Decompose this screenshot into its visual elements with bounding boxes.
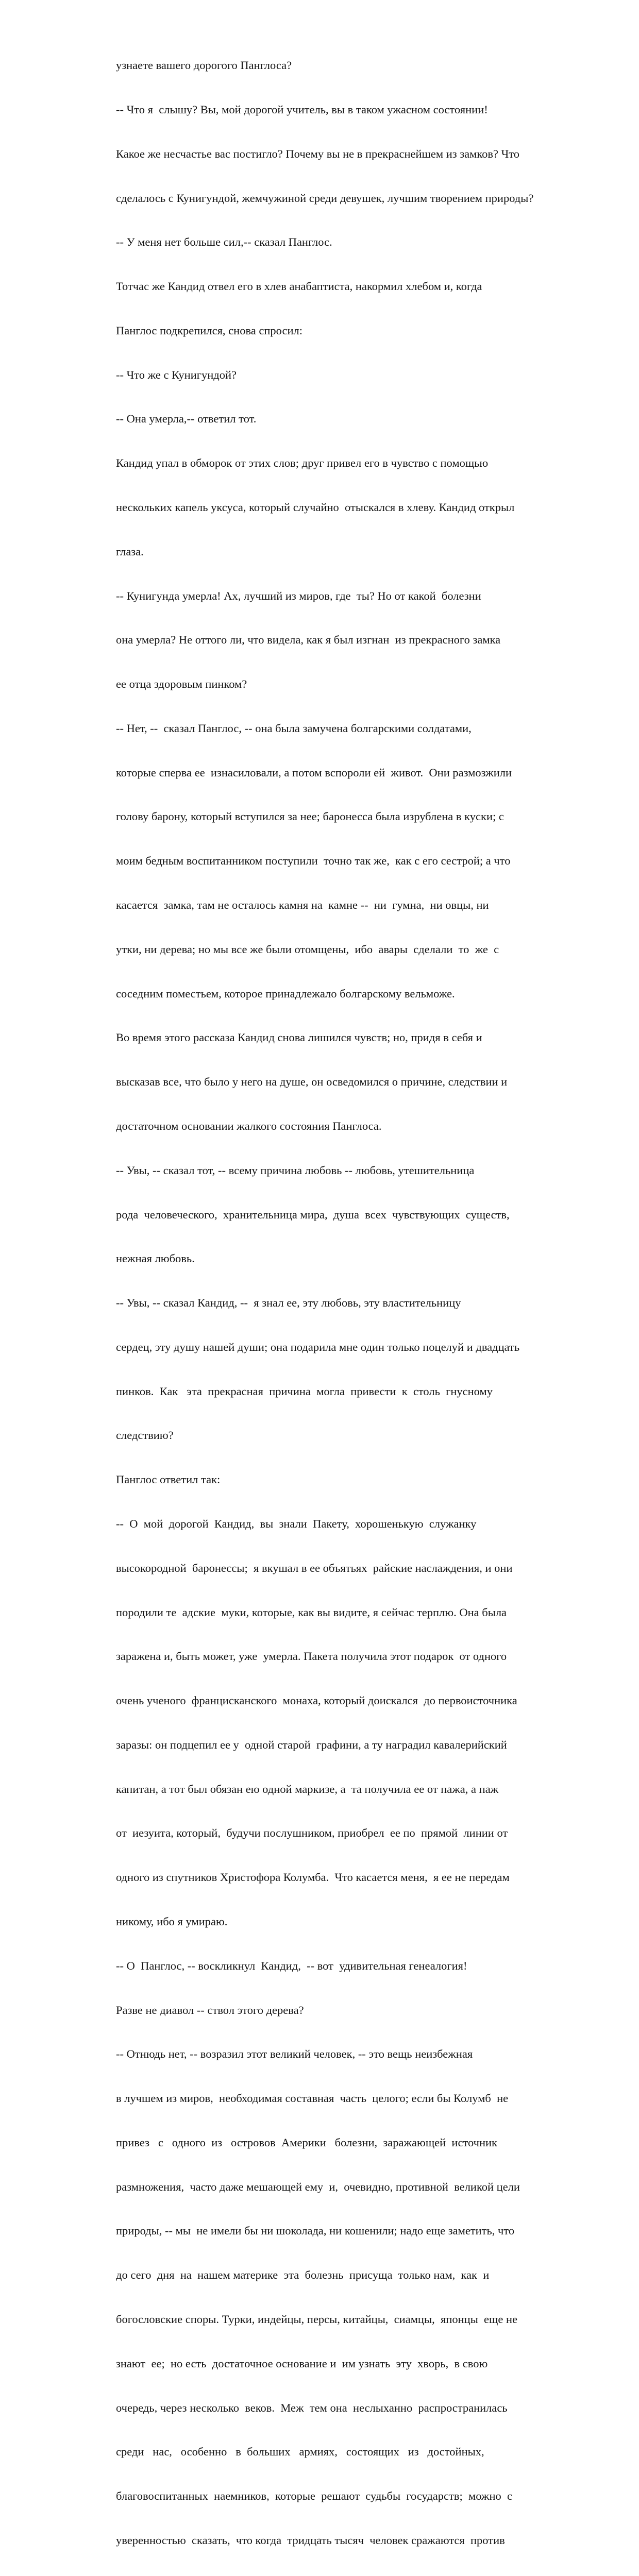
text-line: -- Что я слышу? Вы, мой дорогой учитель, вы в таком ужасном состоянии! xyxy=(116,103,488,116)
text-line: нежная любовь. xyxy=(116,1252,195,1265)
text-line: привез с одного из островов Америки болезни, заражающей источник xyxy=(116,2136,497,2149)
text-line: уверенностью сказать, что когда тридцать тысяч человек сражаются против xyxy=(116,2533,505,2547)
text-line: рода человеческого, хранительница мира, душа всех чувствующих существ, xyxy=(116,1208,510,1221)
text-line: Тотчас же Кандид отвел его в хлев анабаптиста, накормил хлебом и, когда xyxy=(116,280,482,293)
text-line: -- Что же с Кунигундой? xyxy=(116,368,237,381)
text-line: Кандид упал в обморок от этих слов; друг привел его в чувство с помощью xyxy=(116,456,489,470)
text-line: соседним поместьем, которое принадлежало болгарскому вельможе. xyxy=(116,987,455,1000)
text-line: породили те адские муки, которые, как вы видите, я сейчас терплю. Она была xyxy=(116,1605,507,1619)
text-line: -- О мой дорогой Кандид, вы знали Пакету, хорошенькую служанку xyxy=(116,1517,477,1530)
text-line: -- Кунигунда умерла! Ах, лучший из миров, где ты? Но от какой болезни xyxy=(116,589,481,602)
text-line: -- Нет, -- сказал Панглос, -- она была замучена болгарскими солдатами, xyxy=(116,721,472,735)
text-line: заражена и, быть может, уже умерла. Пакета получила этот подарок от одного xyxy=(116,1650,507,1663)
text-line: голову барону, который вступился за нее; баронесса была изрублена в куски; с xyxy=(116,810,504,823)
text-line: следствию? xyxy=(116,1429,174,1442)
text-line: богословские споры. Турки, индейцы, персы, китайцы, сиамцы, японцы еще не xyxy=(116,2313,518,2326)
text-line: от иезуита, который, будучи послушником, приобрел ее по прямой линии от xyxy=(116,1826,508,1840)
text-line: утки, ни дерева; но мы все же были отомщены, ибо авары сделали то же с xyxy=(116,942,499,956)
text-line: среди нас, особенно в больших армиях, состоящих из достойных, xyxy=(116,2445,484,2459)
text-line: сделалось с Кунигундой, жемчужиной среди девушек, лучшим творением природы? xyxy=(116,191,534,205)
text-line: -- Увы, -- сказал тот, -- всему причина любовь -- любовь, утешительница xyxy=(116,1163,475,1177)
body-text xyxy=(116,29,590,2576)
text-line: моим бедным воспитанником поступили точно так же, как с его сестрой; а что xyxy=(116,854,511,868)
text-line: размножения, часто даже мешающей ему и, очевидно, противной великой цели xyxy=(116,2180,520,2193)
text-line: заразы: он подцепил ее у одной старой графини, а ту наградил кавалерийский xyxy=(116,1738,507,1751)
text-line: в лучшем из миров, необходимая составная часть целого; если бы Колумб не xyxy=(116,2092,509,2105)
text-line: капитан, а тот был обязан ею одной маркизе, а та получила ее от пажа, а паж xyxy=(116,1782,499,1795)
text-line: -- Она умерла,-- ответил тот. xyxy=(116,412,257,426)
text-line: Какое же несчастье вас постигло? Почему вы не в прекраснейшем из замков? Что xyxy=(116,147,520,160)
text-line: Панглос подкрепился, снова спросил: xyxy=(116,324,302,337)
text-line: Во время этого рассказа Кандид снова лишился чувств; но, придя в себя и xyxy=(116,1031,482,1044)
text-line: высокородной баронессы; я вкушал в ее объятьях райские наслаждения, и они xyxy=(116,1561,513,1574)
text-line: Разве не диавол -- ствол этого дерева? xyxy=(116,2003,304,2016)
text-line: знают ее; но есть достаточное основание и им узнать эту хворь, в свою xyxy=(116,2357,488,2370)
text-line: -- Отнюдь нет, -- возразил этот великий человек, -- это вещь неизбежная xyxy=(116,2047,473,2061)
text-line: достаточном основании жалкого состояния Панглоса. xyxy=(116,1119,382,1132)
text-line: касается замка, там не осталось камня на камне -- ни гумна, ни овцы, ни xyxy=(116,899,489,912)
text-line: очередь, через несколько веков. Меж тем она неслыханно распространилась xyxy=(116,2401,508,2414)
text-line: природы, -- мы не имели бы ни шоколада, ни кошенили; надо еще заметить, что xyxy=(116,2224,515,2238)
text-line: которые сперва ее изнасиловали, а потом вспороли ей живот. Они размозжили xyxy=(116,766,512,779)
text-line: сердец, эту душу нашей души; она подарила мне один только поцелуй и двадцать xyxy=(116,1340,520,1353)
text-line: нескольких капель уксуса, который случайно отыскался в хлеву. Кандид открыл xyxy=(116,501,515,514)
text-line: очень ученого францисканского монаха, который доискался до первоисточника xyxy=(116,1694,517,1707)
text-line: до сего дня на нашем материке эта болезнь присуща только нам, как и xyxy=(116,2268,490,2282)
text-line: узнаете вашего дорогого Панглоса? xyxy=(116,59,292,72)
text-line: ее отца здоровым пинком? xyxy=(116,677,247,691)
text-line: глаза. xyxy=(116,545,144,558)
text-line: одного из спутников Христофора Колумба. Что касается меня, я ее не передам xyxy=(116,1871,510,1884)
text-line: -- Увы, -- сказал Кандид, -- я знал ее, эту любовь, эту властительницу xyxy=(116,1296,461,1310)
text-line: благовоспитанных наемников, которые решают судьбы государств; можно с xyxy=(116,2489,512,2503)
text-line: -- О Панглос, -- воскликнул Кандид, -- вот удивительная генеалогия! xyxy=(116,1959,467,1972)
text-line: -- У меня нет больше сил,-- сказал Панглос. xyxy=(116,235,332,249)
text-line: Панглос ответил так: xyxy=(116,1473,221,1486)
text-line: пинков. Как эта прекрасная причина могла привести к столь гнусному xyxy=(116,1384,493,1398)
text-line: она умерла? Не оттого ли, что видела, как я был изгнан из прекрасного замка xyxy=(116,633,501,647)
text-line: никому, ибо я умираю. xyxy=(116,1915,228,1928)
text-line: высказав все, что было у него на душе, он осведомился о причине, следствии и xyxy=(116,1075,508,1089)
